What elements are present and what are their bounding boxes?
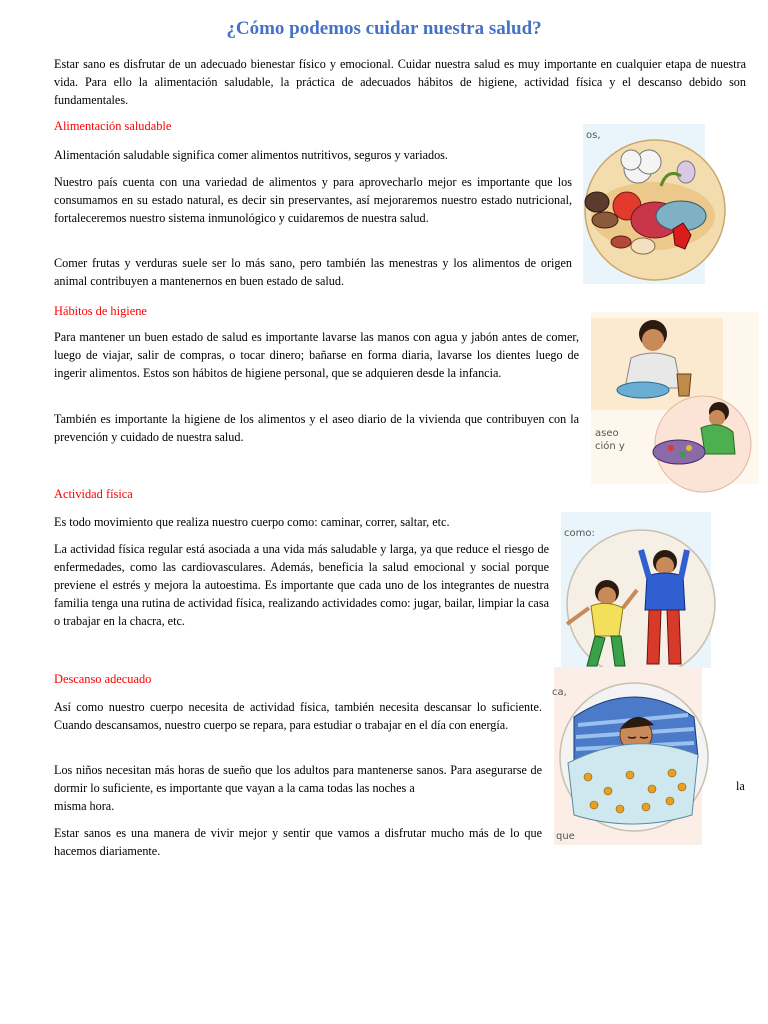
hygiene-illustration <box>591 312 759 484</box>
food-paragraph-2: Nuestro país cuenta con una variedad de alimentos y para aprovecharlo mejor es importante que los consumamos en su estado natural, es decir sin preservantes, así mejoraremos nuestro estado nutricional, fortaleceremos nuestro sistema inmunológico y cuidaremos de nuestra salud. <box>54 175 572 225</box>
activity-image-caption: como: <box>564 528 595 539</box>
heading-hygiene-habits: Hábitos de higiene <box>54 304 147 318</box>
rest-paragraph-1: Así como nuestro cuerpo necesita de actividad física, también necesita descansar lo suficiente. Cuando descansamos, nuestro cuerpo se repara, para estudiar o trabajar en el día con energía. <box>54 700 542 732</box>
page-title: ¿Cómo podemos cuidar nuestra salud? <box>226 18 542 39</box>
physical-activity-illustration <box>561 512 711 668</box>
heading-physical-activity: Actividad física <box>54 487 133 501</box>
hygiene-paragraph-2: También es importante la higiene de los alimentos y el aseo diario de la vivienda que contribuyen con la prevención y cuidado de nuestra salud. <box>54 412 579 444</box>
intro-paragraph: Estar sano es disfrutar de un adecuado bienestar físico y emocional. Cuidar nuestra salud es muy importante en cualquier etapa de nuestra vida. Para ello la alimentación saludable, la práctica de adecuados hábitos de higiene, actividad física y el descanso debido son fundamentales. <box>54 57 746 107</box>
heading-adequate-rest: Descanso adecuado <box>54 672 152 686</box>
food-plate-illustration <box>583 124 705 284</box>
sleeping-child-illustration <box>554 667 702 845</box>
rest-paragraph-3: Estar sanos es una manera de vivir mejor y sentir que vamos a disfrutar mucho más de lo que hacemos diariamente. <box>54 826 542 858</box>
food-paragraph-1: Alimentación saludable significa comer alimentos nutritivos, seguros y variados. <box>54 148 448 162</box>
rest-image-caption-1: ca, <box>552 687 567 698</box>
hygiene-image-caption-2: ción y <box>595 441 625 452</box>
rest-paragraph-2-trailing-word: la <box>736 779 745 793</box>
rest-paragraph-2: Los niños necesitan más horas de sueño que los adultos para mantenerse sanos. Para asegurarse de dormir lo suficiente, es importante que vayan a la cama todas las noches a <box>54 763 542 795</box>
food-image-caption: os, <box>586 130 601 141</box>
hygiene-paragraph-1: Para mantener un buen estado de salud es importante lavarse las manos con agua y jabón antes de comer, luego de viajar, salir de compras, o tocar dinero; bañarse en forma diaria, lavarse los dientes luego de ingerir alimentos. Estos son hábitos de higiene personal, que se adquieren desde la infancia. <box>54 330 579 380</box>
activity-paragraph-1: Es todo movimiento que realiza nuestro cuerpo como: caminar, correr, saltar, etc. <box>54 515 450 529</box>
rest-image-caption-2: que <box>556 831 575 842</box>
hygiene-image-caption-1: aseo <box>595 428 619 439</box>
rest-paragraph-2-end: misma hora. <box>54 799 115 813</box>
food-paragraph-3: Comer frutas y verduras suele ser lo más sano, pero también las menestras y los alimentos de origen animal contribuyen a mantenernos en buen estado de salud. <box>54 256 572 288</box>
heading-healthy-eating: Alimentación saludable <box>54 119 172 133</box>
activity-paragraph-2: La actividad física regular está asociada a una vida más saludable y larga, ya que reduce el riesgo de enfermedades, como las cardiovasculares. Además, beneficia la salud emocional y social porque previene el estrés y mejora la autoestima. Es importante que cada uno de los integrantes de nuestra familia tenga una rutina de actividad física, realizando actividades como: jugar, bailar, limpiar la casa o trabajar en la chacra, etc. <box>54 542 549 628</box>
